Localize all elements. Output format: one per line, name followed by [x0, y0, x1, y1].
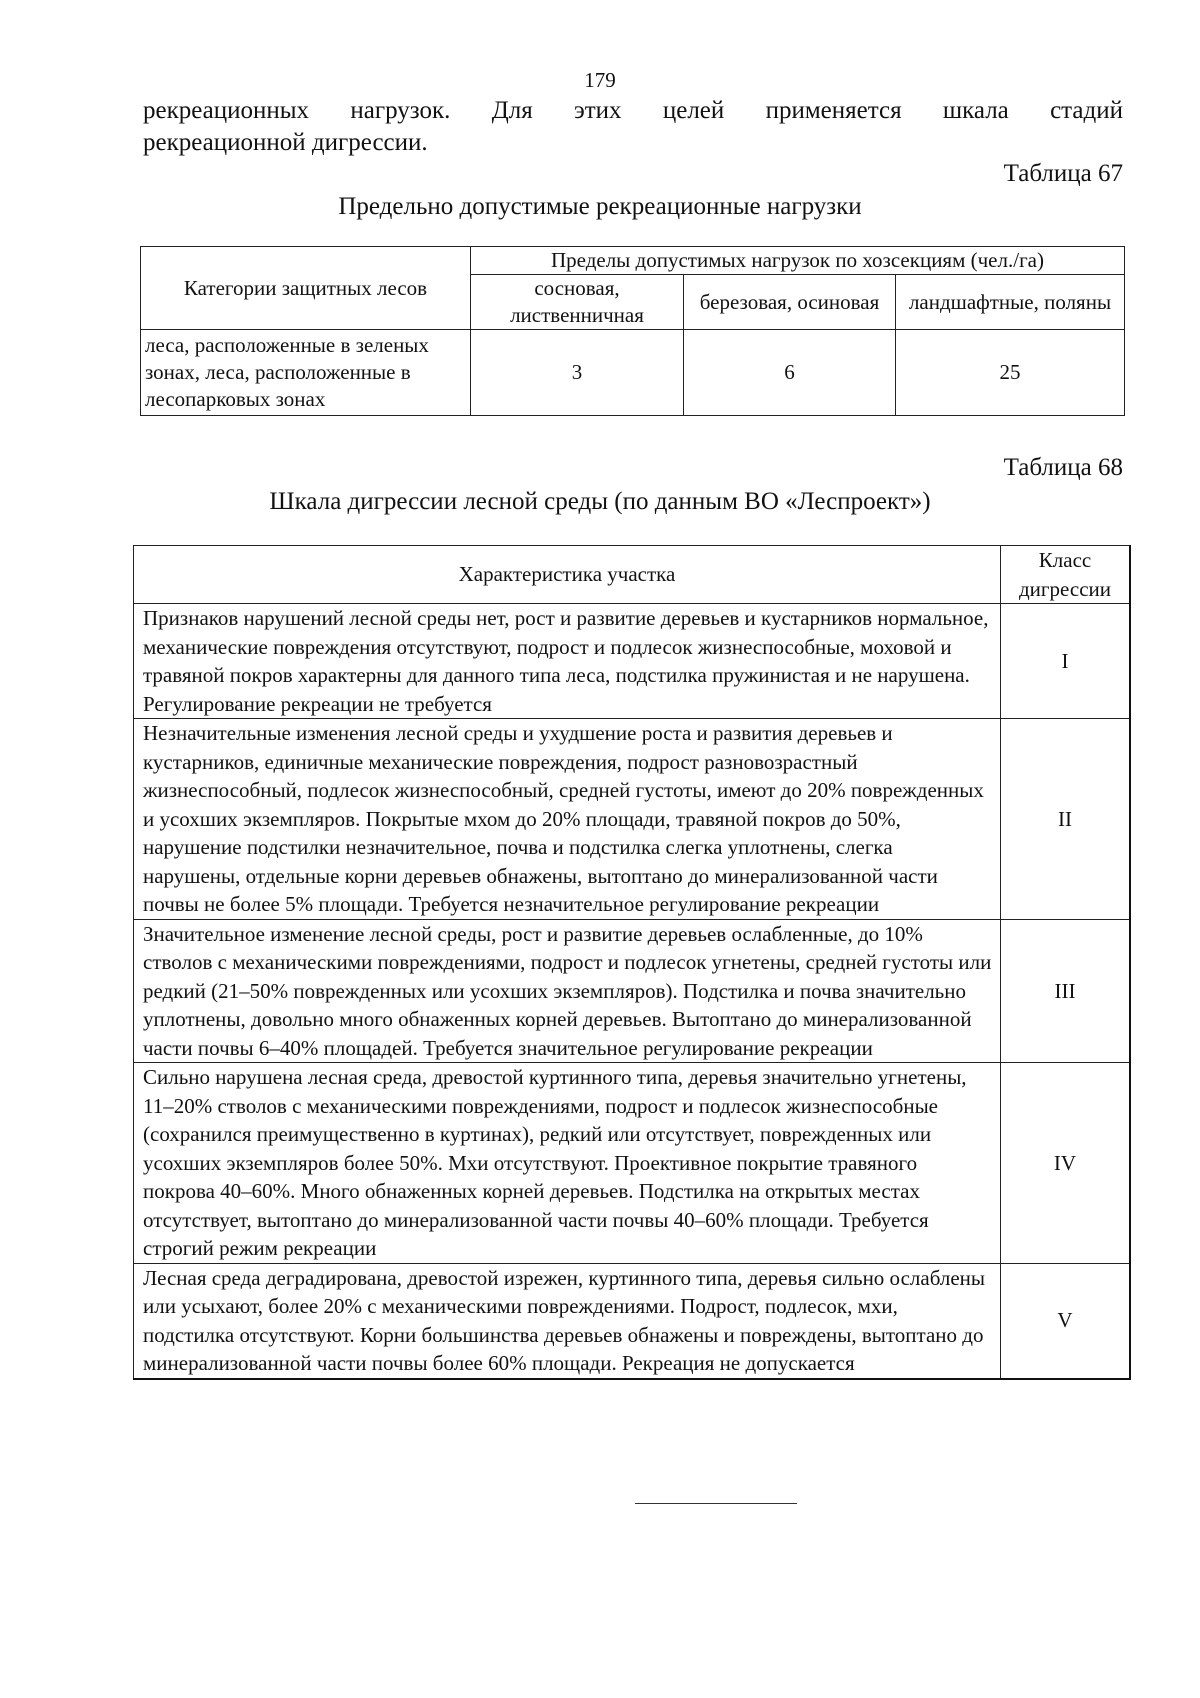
row-description: Значительное изменение лесной среды, рост и развитие деревьев ослабленные, до 10% стволов с механическими повреждениями, подрост и подлесок угнетены, средней густоты или редкий (21–50% поврежденных или усохших экземпляров). Подстилка и почва значительно уплотнены, довольно много обнаженных корней деревьев. Вытоптано до минерализованной части почвы 6–40% площадей. Требуется значительное регулирование рекреации — [134, 919, 1001, 1063]
table-row — [134, 719, 1131, 920]
table-68 — [133, 545, 1131, 1380]
table-67 — [140, 246, 1125, 416]
intro-line-1 — [143, 95, 1123, 127]
subheader-birch: березовая, осиновая — [684, 275, 896, 330]
row-class: II — [1001, 719, 1131, 920]
intro-word: Для — [491, 97, 533, 124]
row-description: Сильно нарушена лесная среда, древостой куртинного типа, деревья значительно угнетены, 11–20% стволов с механическими повреждениями, подрост и подлесок жизнеспособные (сохранился преимущественно в куртинах), редкий или отсутствует, поврежденных или усохших экземпляров более 50%. Мхи отсутствуют. Проективное покрытие травяного покрова 40–60%. Много обнаженных корней деревьев. Подстилка на открытых местах отсутствует, вытоптано до минерализованной части почвы 40–60% площади. Требуется строгий режим рекреации — [134, 1063, 1001, 1264]
intro-line-2: рекреационной дигрессии. — [143, 129, 428, 156]
row-class: V — [1001, 1263, 1131, 1379]
row-description: Признаков нарушений лесной среды нет, рост и развитие деревьев и кустарников нормальное, механические повреждения отсутствуют, подрост и подлесок жизнеспособные, моховой и травяной покров характерны для данного типа леса, подстилка пружинистая и не нарушена. Регулирование рекреации не требуется — [134, 604, 1001, 719]
intro-word: целей — [662, 97, 725, 124]
table-row — [134, 1263, 1131, 1379]
intro-word: шкала — [942, 97, 1009, 124]
header-class: Класс дигрессии — [1001, 546, 1131, 604]
page-number: 179 — [584, 68, 616, 92]
table-67-label: Таблица 67 — [1003, 160, 1123, 187]
intro-word: стадий — [1050, 97, 1123, 124]
table-row — [134, 1063, 1131, 1264]
value-pine: 3 — [471, 330, 684, 416]
header-description: Характеристика участка — [134, 546, 1001, 604]
table-68-title: Шкала дигрессии лесной среды (по данным ВО «Леспроект») — [269, 488, 931, 515]
value-birch: 6 — [684, 330, 896, 416]
intro-word: нагрузок. — [350, 97, 451, 124]
table-67-title: Предельно допустимые рекреационные нагрузки — [338, 193, 862, 220]
intro-word: применяется — [765, 97, 902, 124]
table-row — [134, 919, 1131, 1063]
subheader-pine: сосновая, лиственничная — [471, 275, 684, 330]
row-class: I — [1001, 604, 1131, 719]
intro-word: рекреационных — [143, 97, 310, 124]
row-class: IV — [1001, 1063, 1131, 1264]
header-limits: Пределы допустимых нагрузок по хозсекциям (чел./га) — [471, 247, 1125, 275]
header-category: Категории защитных лесов — [141, 247, 471, 330]
table-row — [134, 604, 1131, 719]
table-68-label: Таблица 68 — [1003, 454, 1123, 481]
row-description: Незначительные изменения лесной среды и ухудшение роста и развития деревьев и кустарников, единичные механические повреждения, подрост разновозрастный жизнеспособный, подлесок жизнеспособный, средней густоты, имеют до 20% поврежденных и усохших экземпляров. Покрытые мхом до 20% площади, травяной покров до 50%, нарушение подстилки незначительное, почва и подстилка слегка уплотнены, слегка нарушены, отдельные корни деревьев обнажены, вытоптано до минерализованной части почвы не более 5% площади. Требуется незначительное регулирование рекреации — [134, 719, 1001, 920]
subheader-landscape: ландшафтные, поляны — [896, 275, 1125, 330]
intro-paragraph — [143, 95, 1123, 159]
row-class: III — [1001, 919, 1131, 1063]
divider — [635, 1503, 797, 1504]
row-category: леса, расположенные в зеленых зонах, леса, расположенные в лесопарковых зонах — [141, 330, 471, 416]
row-description: Лесная среда деградирована, древостой изрежен, куртинного типа, деревья сильно ослаблены или усыхают, более 20% с механическими повреждениями. Подрост, подлесок, мхи, подстилка отсутствуют. Корни большинства деревьев обнажены и повреждены, вытоптано до минерализованной части почвы более 60% площади. Рекреация не допускается — [134, 1263, 1001, 1379]
intro-word: этих — [574, 97, 622, 124]
value-landscape: 25 — [896, 330, 1125, 416]
